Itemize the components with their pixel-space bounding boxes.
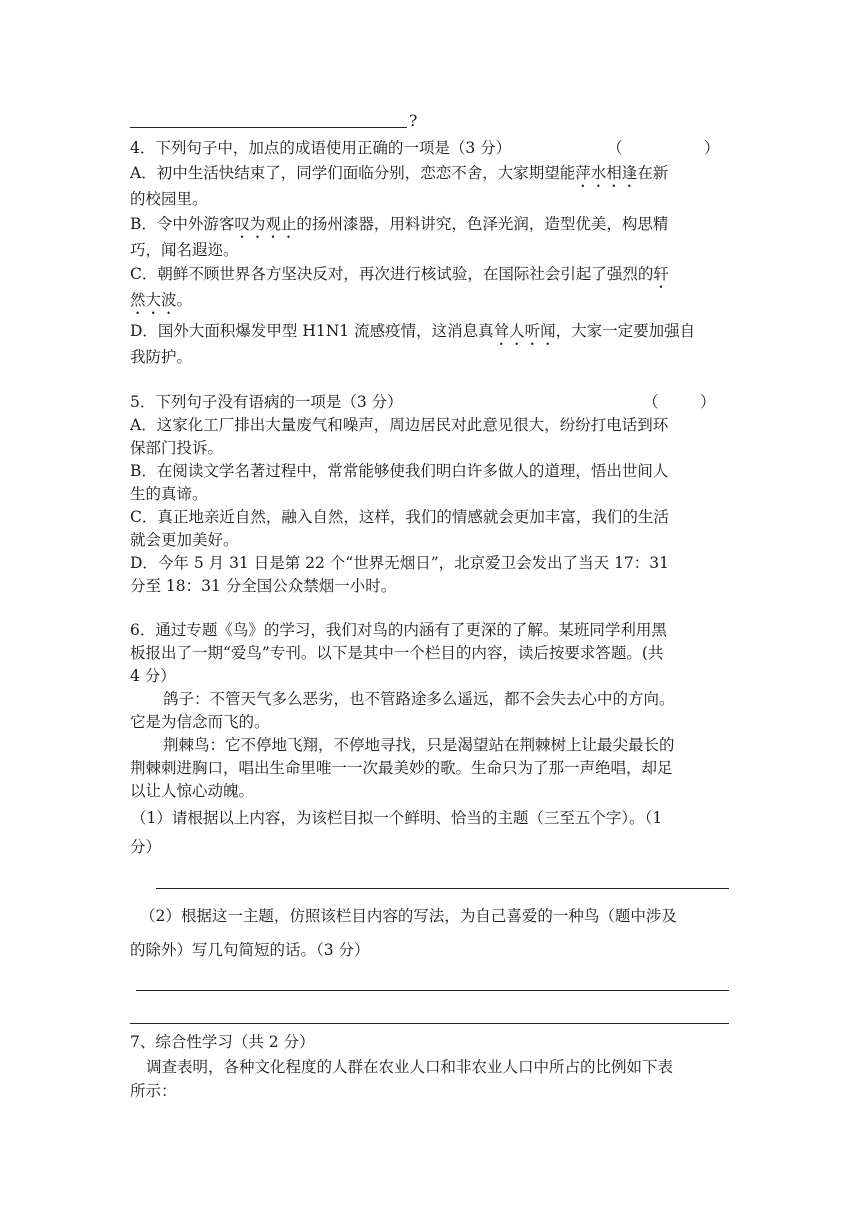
q4-option-c-line2 xyxy=(130,290,192,318)
q6-sub2-line1: （2）根据这一主题，仿照该栏目内容的写法，为自己喜爱的一种鸟（题中涉及 xyxy=(140,907,677,925)
q4-d-text: D．国外大面积爆发甲型 H1N1 流感疫情，这消息真 xyxy=(130,322,494,340)
q5-option-a-line2: 保部门投诉。 xyxy=(130,439,224,457)
q4-b-text: B．令中外游客 xyxy=(130,215,235,233)
q6-pigeon-line1: 鸽子：不管天气多么恶劣，也不管路途多么遥远，都不会失去心中的方向。 xyxy=(163,690,675,708)
q4-b-text-end: 的扬州漆器，用料讲究，色泽光润，造型优美，构思精 xyxy=(296,215,669,233)
q6-intro-line1: 6．通过专题《鸟》的学习，我们对鸟的内涵有了更深的了解。某班同学利用黑 xyxy=(130,621,667,639)
q5-stem: 5．下列句子没有语病的一项是（3 分） xyxy=(130,393,403,411)
q4-option-d-line1 xyxy=(130,321,695,349)
q5-answer-paren-open: （ xyxy=(643,393,659,411)
q5-option-a-line1: A．这家化工厂排出大量废气和噪声，周边居民对此意见很大，纷纷打电话到环 xyxy=(130,416,669,434)
q4-option-a-line2: 的校园里。 xyxy=(130,190,208,208)
q4-a-dotted-idiom: 萍水相逢 xyxy=(575,164,638,182)
q4-c-text: C．朝鲜不顾世界各方坚决反对，再次进行核试验，在国际社会引起了强烈的 xyxy=(130,265,654,283)
answer-line-top xyxy=(130,127,407,128)
q7-title: 7、综合性学习（共 2 分） xyxy=(130,1033,315,1051)
q5-option-d-line2: 分至 18：31 分全国公众禁烟一小时。 xyxy=(130,577,397,595)
q4-a-text-end: 在新 xyxy=(637,164,669,182)
q5-answer-paren-close: ） xyxy=(700,393,716,411)
q7-body-line2: 所示： xyxy=(130,1082,177,1100)
q4-stem: 4．下列句子中，加点的成语使用正确的一项是（3 分） xyxy=(130,139,512,157)
q6-thornbird-line2: 荆棘刺进胸口，唱出生命里唯一一次最美妙的歌。生命只为了那一声绝唱，却足 xyxy=(130,759,673,777)
q4-answer-paren-close: ） xyxy=(704,139,720,157)
q5-option-c-line1: C．真正地亲近自然，融入自然，这样，我们的情感就会更加丰富，我们的生活 xyxy=(130,508,669,526)
q6-sub1-line1: （1）请根据以上内容，为该栏目拟一个鲜明、恰当的主题（三至五个字）。（1 xyxy=(131,809,663,827)
q4-option-d-line2: 我防护。 xyxy=(130,348,193,366)
q7-body-line1: 调查表明，各种文化程度的人群在农业人口和非农业人口中所占的比例如下表 xyxy=(146,1058,674,1076)
q6-sub1-answer-line[interactable] xyxy=(156,888,729,889)
q4-d-text-end: ，大家一定要加强自 xyxy=(555,322,696,340)
q6-intro-line3: 4 分） xyxy=(130,667,176,685)
q6-pigeon-line2: 它是为信念而飞的。 xyxy=(130,713,270,731)
q4-option-c-line1 xyxy=(130,264,669,292)
q4-c-dotted-char: 轩 xyxy=(653,265,669,283)
q4-answer-paren-open: （ xyxy=(607,139,623,157)
q4-option-b-line2: 巧，闻名遐迩。 xyxy=(130,241,239,259)
q6-thornbird-line1: 荆棘鸟：它不停地飞翔，不停地寻找，只是渴望站在荆棘树上让最尖最长的 xyxy=(163,736,675,754)
q4-b-dotted-idiom: 叹为观止 xyxy=(234,215,297,233)
q6-sub2-line2: 的除外）写几句简短的话。（3 分） xyxy=(130,941,370,959)
q4-d-dotted-idiom: 耸人听闻 xyxy=(493,322,556,340)
q4-option-b-line1 xyxy=(130,214,668,242)
q4-option-a-line1 xyxy=(130,163,668,191)
q4-c-text-end: 。 xyxy=(176,291,193,309)
q6-sub2-answer-line-1[interactable] xyxy=(136,990,729,991)
q6-thornbird-line3: 以让人惊心动魄。 xyxy=(130,782,255,800)
q6-sub2-answer-line-2[interactable] xyxy=(130,1023,729,1024)
q5-option-b-line2: 生的真谛。 xyxy=(130,485,208,503)
q6-sub1-line2: 分） xyxy=(130,838,162,856)
q5-option-b-line1: B．在阅读文学名著过程中，常常能够使我们明白许多做人的道理，悟出世间人 xyxy=(130,462,669,480)
q4-c-dotted-idiom: 然大波 xyxy=(130,291,177,309)
q4-a-text: A．初中生活快结束了，同学们面临分别，恋恋不舍，大家期望能 xyxy=(130,164,576,182)
question-mark: ? xyxy=(409,112,418,130)
q5-option-c-line2: 就会更加美好。 xyxy=(130,531,239,549)
q6-intro-line2: 板报出了一期“爱鸟”专刊。以下是其中一个栏目的内容，读后按要求答题。(共 xyxy=(130,644,664,662)
q5-option-d-line1: D．今年 5 月 31 日是第 22 个“世界无烟日”，北京爱卫会发出了当天 17：31 xyxy=(130,554,670,572)
